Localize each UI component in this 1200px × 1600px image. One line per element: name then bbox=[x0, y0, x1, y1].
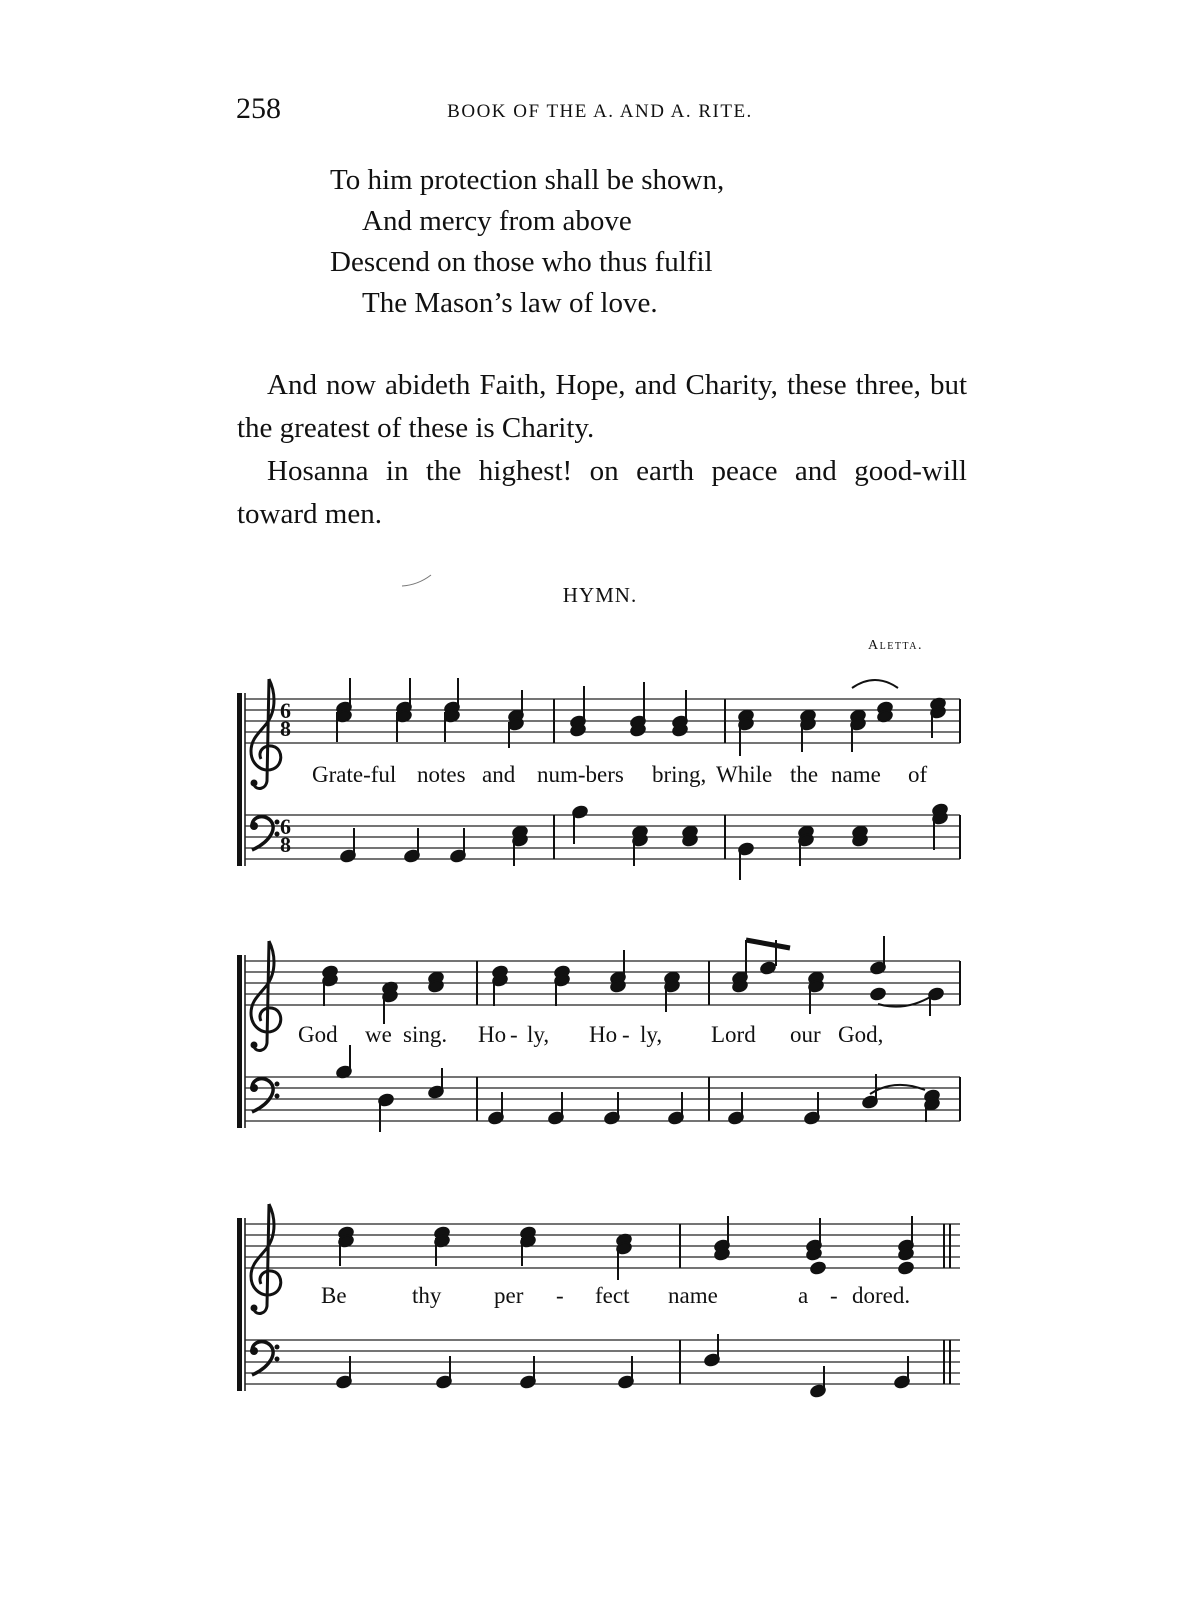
system-3 bbox=[237, 1204, 960, 1398]
lyric-syllable: ly, bbox=[640, 1022, 663, 1047]
treble-staff bbox=[245, 961, 960, 1005]
lyric-syllable: Lord bbox=[711, 1022, 756, 1047]
system-brace bbox=[237, 955, 242, 1128]
lyric-syllable: - bbox=[830, 1283, 838, 1308]
lyric-syllable: ly, bbox=[527, 1022, 550, 1047]
page-number: 258 bbox=[236, 92, 281, 125]
system-2 bbox=[237, 936, 960, 1132]
bass-staff bbox=[245, 1340, 960, 1384]
lyric-syllable: fect bbox=[595, 1283, 630, 1308]
prose-paragraph: And now abideth Faith, Hope, and Charity, these three, but the greatest of these is Charity. bbox=[237, 369, 967, 444]
bass-staff bbox=[245, 1077, 960, 1121]
treble-notes bbox=[338, 1216, 915, 1280]
treble-notes bbox=[336, 678, 947, 756]
lyric-syllable: - bbox=[556, 1283, 564, 1308]
lyric-syllable: per bbox=[494, 1283, 524, 1308]
treble-notes bbox=[322, 936, 945, 1024]
system-1 bbox=[237, 678, 960, 880]
lyric-syllable: - bbox=[510, 1022, 518, 1047]
lyric-syllable: dored. bbox=[852, 1283, 911, 1308]
lyric-syllable: Be bbox=[321, 1283, 347, 1308]
lyric-syllable: name bbox=[668, 1283, 718, 1308]
sheet-music: 6 8 bbox=[0, 0, 1200, 1600]
running-head: BOOK OF THE A. AND A. RITE. bbox=[447, 101, 753, 122]
lyric-syllable: name bbox=[831, 762, 881, 787]
lyric-syllable: God, bbox=[838, 1022, 884, 1047]
hymn-title: HYMN. bbox=[562, 583, 638, 607]
lyric-syllable: Ho bbox=[589, 1022, 618, 1047]
lyric-syllable: of bbox=[908, 762, 928, 787]
poem-line: To him protection shall be shown, bbox=[330, 164, 725, 196]
poem-line: The Mason’s law of love. bbox=[362, 287, 658, 319]
lyric-syllable: sing. bbox=[403, 1022, 448, 1047]
bass-notes bbox=[336, 1334, 911, 1398]
poem-line: Descend on those who thus fulfil bbox=[330, 246, 713, 278]
system-brace bbox=[237, 693, 242, 866]
lyric-syllable: a bbox=[798, 1283, 809, 1308]
system-brace bbox=[237, 1218, 242, 1391]
lyric-syllable: and bbox=[482, 762, 516, 787]
lyric-syllable: we bbox=[365, 1022, 392, 1047]
lyric-syllable: notes bbox=[417, 762, 466, 787]
lyric-syllable: While bbox=[716, 762, 773, 787]
lyric-syllable: thy bbox=[412, 1283, 442, 1308]
lyric-syllable: God bbox=[298, 1022, 338, 1047]
prose-paragraph: Hosanna in the highest! on earth peace and good-will toward men. bbox=[237, 455, 967, 530]
lyric-syllable: Grate-ful bbox=[312, 762, 397, 787]
lyric-syllable: num-bers bbox=[537, 762, 624, 787]
lyric-syllable: bring, bbox=[652, 762, 707, 787]
lyric-syllable: the bbox=[790, 762, 819, 787]
lyric-syllable: Ho bbox=[478, 1022, 507, 1047]
lyric-syllable: - bbox=[622, 1022, 630, 1047]
lyric-syllable: our bbox=[790, 1022, 821, 1047]
tune-name: Aletta. bbox=[868, 638, 923, 653]
poem-line: And mercy from above bbox=[362, 205, 632, 237]
